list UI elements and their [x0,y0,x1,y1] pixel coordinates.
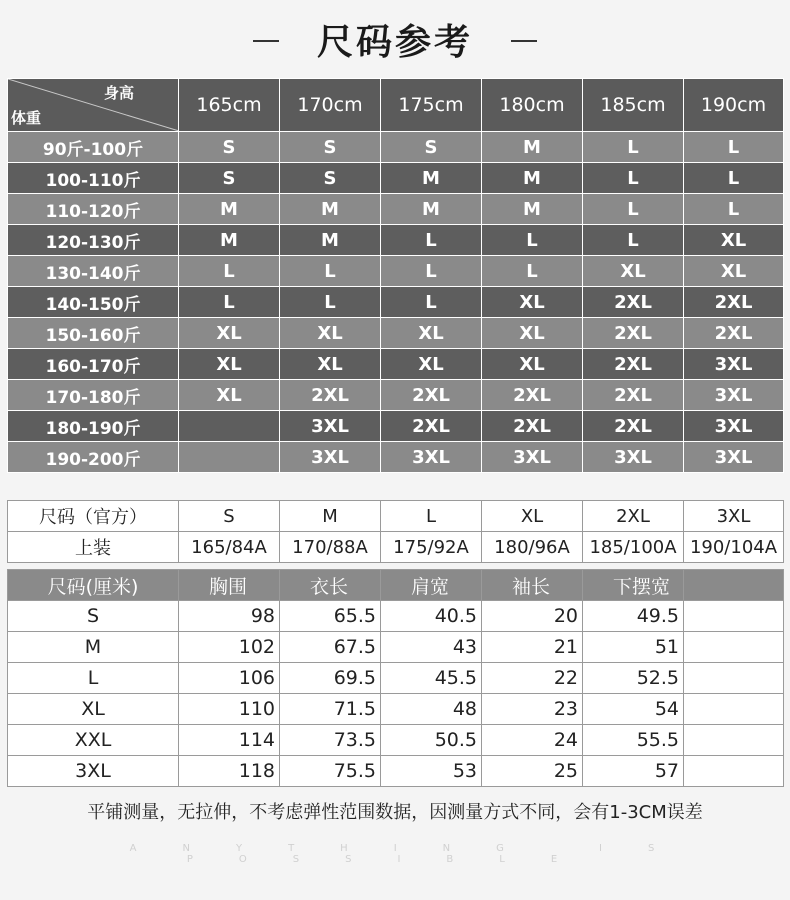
measurement-value-cell [684,632,784,663]
top-spec-label: 上装 [8,532,179,563]
title-area [0,10,790,66]
recommended-size-cell: M [179,194,280,225]
recommended-size-cell: M [482,194,583,225]
recommended-size-cell: 3XL [684,380,784,411]
measurement-value-cell: 65.5 [280,601,381,632]
measurement-size-cell: S [8,601,179,632]
measurement-value-cell: 55.5 [583,725,684,756]
measurement-value-cell [684,694,784,725]
height-header-cell: 175cm [381,79,482,132]
measurement-value-cell: 102 [179,632,280,663]
recommended-size-cell: XL [482,318,583,349]
recommended-size-cell: S [280,132,381,163]
recommended-size-cell: M [280,194,381,225]
recommended-size-cell: L [583,132,684,163]
weight-range-cell: 190-200斤 [8,442,179,473]
size-chart-header-row [8,79,784,132]
recommended-size-cell: 2XL [583,411,684,442]
recommended-size-cell: 2XL [583,318,684,349]
recommended-size-cell: L [583,225,684,256]
measurement-size-cell: L [8,663,179,694]
top-spec-row [8,532,784,563]
measurement-header-cell: 袖长 [482,570,583,601]
size-chart-row [8,318,784,349]
recommended-size-cell: XL [583,256,684,287]
measurement-header-row [8,570,784,601]
height-header-cell: 180cm [482,79,583,132]
recommended-size-cell: M [381,194,482,225]
recommended-size-cell: L [482,256,583,287]
measurement-value-cell: 51 [583,632,684,663]
recommended-size-cell: 3XL [583,442,684,473]
recommended-size-cell: XL [482,287,583,318]
top-spec-cell: 170/88A [280,532,381,563]
title-dash-right [511,40,537,42]
recommended-size-cell: 3XL [684,349,784,380]
top-spec-cell: 180/96A [482,532,583,563]
measurement-value-cell: 52.5 [583,663,684,694]
recommended-size-cell: M [381,163,482,194]
measurement-value-cell: 110 [179,694,280,725]
measurement-value-cell: 50.5 [381,725,482,756]
recommended-size-cell: XL [381,349,482,380]
recommended-size-cell: S [179,132,280,163]
recommended-size-cell: S [280,163,381,194]
height-header-cell: 165cm [179,79,280,132]
recommended-size-cell: L [381,256,482,287]
measurement-size-cell: M [8,632,179,663]
measurement-header-cell: 胸围 [179,570,280,601]
recommended-size-cell: XL [684,225,784,256]
top-spec-cell: 190/104A [684,532,784,563]
measurement-row [8,601,784,632]
recommended-size-cell: 3XL [482,442,583,473]
measurement-header-cell: 衣长 [280,570,381,601]
official-size-row [8,501,784,532]
official-size-table [7,500,784,563]
weight-range-cell: 170-180斤 [8,380,179,411]
recommended-size-cell: L [482,225,583,256]
recommended-size-cell: XL [684,256,784,287]
recommended-size-cell: M [482,163,583,194]
measurement-row [8,663,784,694]
measurement-value-cell [684,601,784,632]
weight-axis-label: 体重 [11,109,42,127]
recommended-size-cell: L [684,163,784,194]
page-title: 尺码参考 [316,22,473,63]
weight-range-cell: 90斤-100斤 [8,132,179,163]
measurement-size-cell: XL [8,694,179,725]
measurement-row [8,725,784,756]
measurement-row [8,694,784,725]
size-chart-row [8,225,784,256]
measurement-value-cell: 73.5 [280,725,381,756]
recommended-size-cell: 3XL [280,411,381,442]
weight-range-cell: 110-120斤 [8,194,179,225]
measurement-value-cell: 22 [482,663,583,694]
height-header-cell: 190cm [684,79,784,132]
size-chart-row [8,287,784,318]
official-size-cell: XL [482,501,583,532]
recommended-size-cell: L [684,132,784,163]
measurement-size-cell: XXL [8,725,179,756]
measurement-value-cell [684,756,784,787]
official-size-cell: 3XL [684,501,784,532]
size-chart-row [8,380,784,411]
top-spec-cell: 185/100A [583,532,684,563]
weight-range-cell: 180-190斤 [8,411,179,442]
measurement-value-cell: 49.5 [583,601,684,632]
recommended-size-cell: XL [179,349,280,380]
size-chart-row [8,411,784,442]
weight-range-cell: 160-170斤 [8,349,179,380]
recommended-size-cell: XL [280,318,381,349]
official-size-cell: 2XL [583,501,684,532]
recommended-size-cell: XL [381,318,482,349]
recommended-size-cell: L [179,256,280,287]
recommended-size-cell [179,411,280,442]
official-size-cell: L [381,501,482,532]
recommended-size-cell: XL [280,349,381,380]
measurement-value-cell: 45.5 [381,663,482,694]
recommended-size-cell: L [381,225,482,256]
corner-header-cell [8,79,179,132]
measurement-value-cell: 40.5 [381,601,482,632]
measurement-value-cell: 57 [583,756,684,787]
official-size-cell: M [280,501,381,532]
measurement-value-cell: 20 [482,601,583,632]
weight-range-cell: 150-160斤 [8,318,179,349]
tagline: ANYTHING IS POSSIBLE [129,843,701,865]
measurement-value-cell: 67.5 [280,632,381,663]
weight-range-cell: 100-110斤 [8,163,179,194]
measurement-note: 平铺测量，无拉伸，不考虑弹性范围数据，因测量方式不同，会有1-3CM误差 [87,802,703,823]
measurement-value-cell: 43 [381,632,482,663]
height-header-cell: 185cm [583,79,684,132]
measurement-value-cell: 21 [482,632,583,663]
height-header-cell: 170cm [280,79,381,132]
official-size-cell: S [179,501,280,532]
measurement-value-cell: 106 [179,663,280,694]
measurement-row [8,632,784,663]
weight-range-cell: 120-130斤 [8,225,179,256]
size-chart-row [8,442,784,473]
measurement-value-cell [684,663,784,694]
recommended-size-cell: L [583,194,684,225]
measurement-value-cell [684,725,784,756]
measurement-header-cell: 肩宽 [381,570,482,601]
measurement-value-cell: 71.5 [280,694,381,725]
measurement-value-cell: 23 [482,694,583,725]
recommended-size-cell: 2XL [482,411,583,442]
size-chart-row [8,256,784,287]
recommended-size-cell: L [684,194,784,225]
recommended-size-cell: M [482,132,583,163]
measurement-size-cell: 3XL [8,756,179,787]
recommended-size-cell: S [381,132,482,163]
weight-range-cell: 140-150斤 [8,287,179,318]
top-spec-cell: 165/84A [179,532,280,563]
measurement-value-cell: 54 [583,694,684,725]
recommended-size-cell [179,442,280,473]
recommended-size-cell: 2XL [381,411,482,442]
measurement-table [7,569,784,787]
recommended-size-cell: S [179,163,280,194]
recommended-size-cell: L [583,163,684,194]
recommended-size-cell: XL [179,380,280,411]
recommended-size-cell: 3XL [684,411,784,442]
measurement-header-cell: 下摆宽 [583,570,684,601]
measurement-value-cell: 98 [179,601,280,632]
top-spec-cell: 175/92A [381,532,482,563]
official-size-label: 尺码（官方） [8,501,179,532]
recommended-size-cell: 2XL [482,380,583,411]
recommended-size-cell: 2XL [583,287,684,318]
measurement-value-cell: 118 [179,756,280,787]
recommended-size-cell: L [280,287,381,318]
size-chart-row [8,194,784,225]
measurement-value-cell: 25 [482,756,583,787]
size-chart-row [8,163,784,194]
measurement-value-cell: 114 [179,725,280,756]
recommended-size-cell: 2XL [583,380,684,411]
recommended-size-cell: 2XL [280,380,381,411]
weight-range-cell: 130-140斤 [8,256,179,287]
measurement-header-cell [684,570,784,601]
recommended-size-cell: L [179,287,280,318]
recommended-size-cell: XL [179,318,280,349]
measurement-value-cell: 75.5 [280,756,381,787]
measurement-value-cell: 24 [482,725,583,756]
height-axis-label: 身高 [103,84,134,102]
recommended-size-cell: 3XL [381,442,482,473]
recommended-size-cell: 2XL [684,318,784,349]
recommended-size-cell: 3XL [280,442,381,473]
recommended-size-cell: 2XL [684,287,784,318]
recommended-size-cell: L [280,256,381,287]
recommended-size-cell: 2XL [583,349,684,380]
measurement-value-cell: 48 [381,694,482,725]
measurement-value-cell: 69.5 [280,663,381,694]
measurement-row [8,756,784,787]
measurement-header-cell: 尺码(厘米) [8,570,179,601]
recommended-size-cell: 2XL [381,380,482,411]
recommended-size-cell: L [381,287,482,318]
measurement-value-cell: 53 [381,756,482,787]
recommended-size-cell: M [179,225,280,256]
size-chart-row [8,349,784,380]
recommended-size-cell: XL [482,349,583,380]
size-chart-row [8,132,784,163]
recommended-size-cell: M [280,225,381,256]
size-chart-table [7,78,784,473]
recommended-size-cell: 3XL [684,442,784,473]
